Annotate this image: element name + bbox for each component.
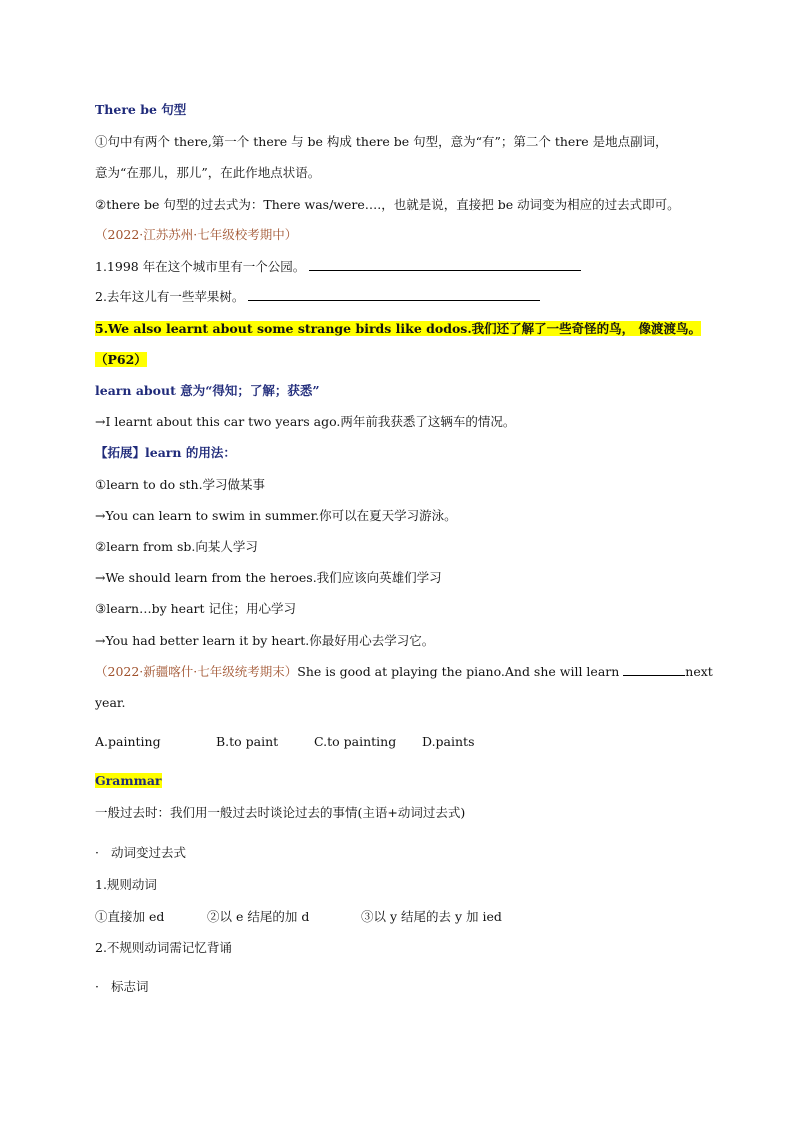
bullet-signal-words-text: 标志词 bbox=[111, 979, 149, 994]
rule-3: ③以 y 结尾的去 y 加 ied bbox=[361, 909, 502, 924]
exam-question-next: next bbox=[685, 664, 713, 679]
sentence-5-text: 5.We also learnt about some strange birds like dodos.我们还了解了一些奇怪的鸟， 像渡渡鸟。 bbox=[95, 321, 702, 336]
learn-about-heading: learn about 意为“得知；了解；获悉” bbox=[95, 383, 320, 398]
extension-item: →We should learn from the heroes.我们应该向英雄们学习 bbox=[95, 570, 442, 585]
bullet-signal-words bbox=[95, 978, 149, 996]
page-ref-text: （P62） bbox=[95, 352, 147, 367]
bullet-verb-past bbox=[95, 844, 186, 862]
grammar-heading-line bbox=[95, 772, 162, 790]
exam-source-2: （2022·新疆喀什·七年级统考期末） bbox=[95, 664, 298, 679]
regular-verbs: 1.规则动词 bbox=[95, 877, 157, 892]
there-be-point-1b: 意为“在那儿，那儿”，在此作地点状语。 bbox=[95, 165, 321, 180]
question-2 bbox=[95, 288, 540, 306]
exam-question bbox=[95, 663, 713, 681]
sentence-5 bbox=[95, 320, 701, 338]
regular-rules bbox=[95, 908, 535, 926]
option-d: D.paints bbox=[422, 734, 475, 749]
rule-1: ①直接加 ed bbox=[95, 909, 165, 924]
question-2-text: 2.去年这儿有一些苹果树。 bbox=[95, 289, 245, 304]
exam-question-text: She is good at playing the piano.And she will learn bbox=[297, 664, 624, 679]
grammar-intro: 一般过去时：我们用一般过去时谈论过去的事情(主语+动词过去式) bbox=[95, 805, 466, 820]
bullet-dot: · bbox=[95, 979, 99, 994]
there-be-point-1a: ①句中有两个 there,第一个 there 与 be 构成 there be 句型，意为“有”；第二个 there 是地点副词， bbox=[95, 134, 668, 149]
page-ref bbox=[95, 351, 147, 369]
answer-blank-1[interactable] bbox=[309, 258, 581, 271]
there-be-heading: There be 句型 bbox=[95, 102, 187, 117]
extension-item: →You can learn to swim in summer.你可以在夏天学习游泳。 bbox=[95, 508, 457, 523]
option-c: C.to painting bbox=[314, 734, 397, 749]
extension-item: ①learn to do sth.学习做某事 bbox=[95, 477, 266, 492]
extension-item: ③learn…by heart 记住；用心学习 bbox=[95, 601, 296, 616]
question-1 bbox=[95, 258, 581, 276]
bullet-dot: · bbox=[95, 845, 99, 860]
answer-blank-2[interactable] bbox=[248, 288, 540, 301]
option-a: A.painting bbox=[95, 734, 161, 749]
learn-about-example: →I learnt about this car two years ago.两年前我获悉了这辆车的情况。 bbox=[95, 414, 516, 429]
exam-answer-blank[interactable] bbox=[623, 663, 685, 676]
there-be-point-2: ②there be 句型的过去式为：There was/were….，也就是说，直接把 be 动词变为相应的过去式即可。 bbox=[95, 197, 680, 212]
extension-item: ②learn from sb.向某人学习 bbox=[95, 539, 258, 554]
exam-options bbox=[95, 733, 515, 751]
rule-2: ②以 e 结尾的加 d bbox=[207, 909, 310, 924]
question-1-text: 1.1998 年在这个城市里有一个公园。 bbox=[95, 259, 306, 274]
option-b: B.to paint bbox=[216, 734, 279, 749]
exam-source-1: （2022·江苏苏州·七年级校考期中） bbox=[95, 227, 298, 242]
exam-question-continuation: year. bbox=[95, 695, 126, 710]
grammar-heading: Grammar bbox=[95, 773, 162, 788]
irregular-verbs: 2.不规则动词需记忆背诵 bbox=[95, 940, 232, 955]
extension-item: →You had better learn it by heart.你最好用心去学习它。 bbox=[95, 633, 435, 648]
bullet-verb-past-text: 动词变过去式 bbox=[111, 845, 187, 860]
extension-heading: 【拓展】learn 的用法： bbox=[95, 445, 236, 460]
